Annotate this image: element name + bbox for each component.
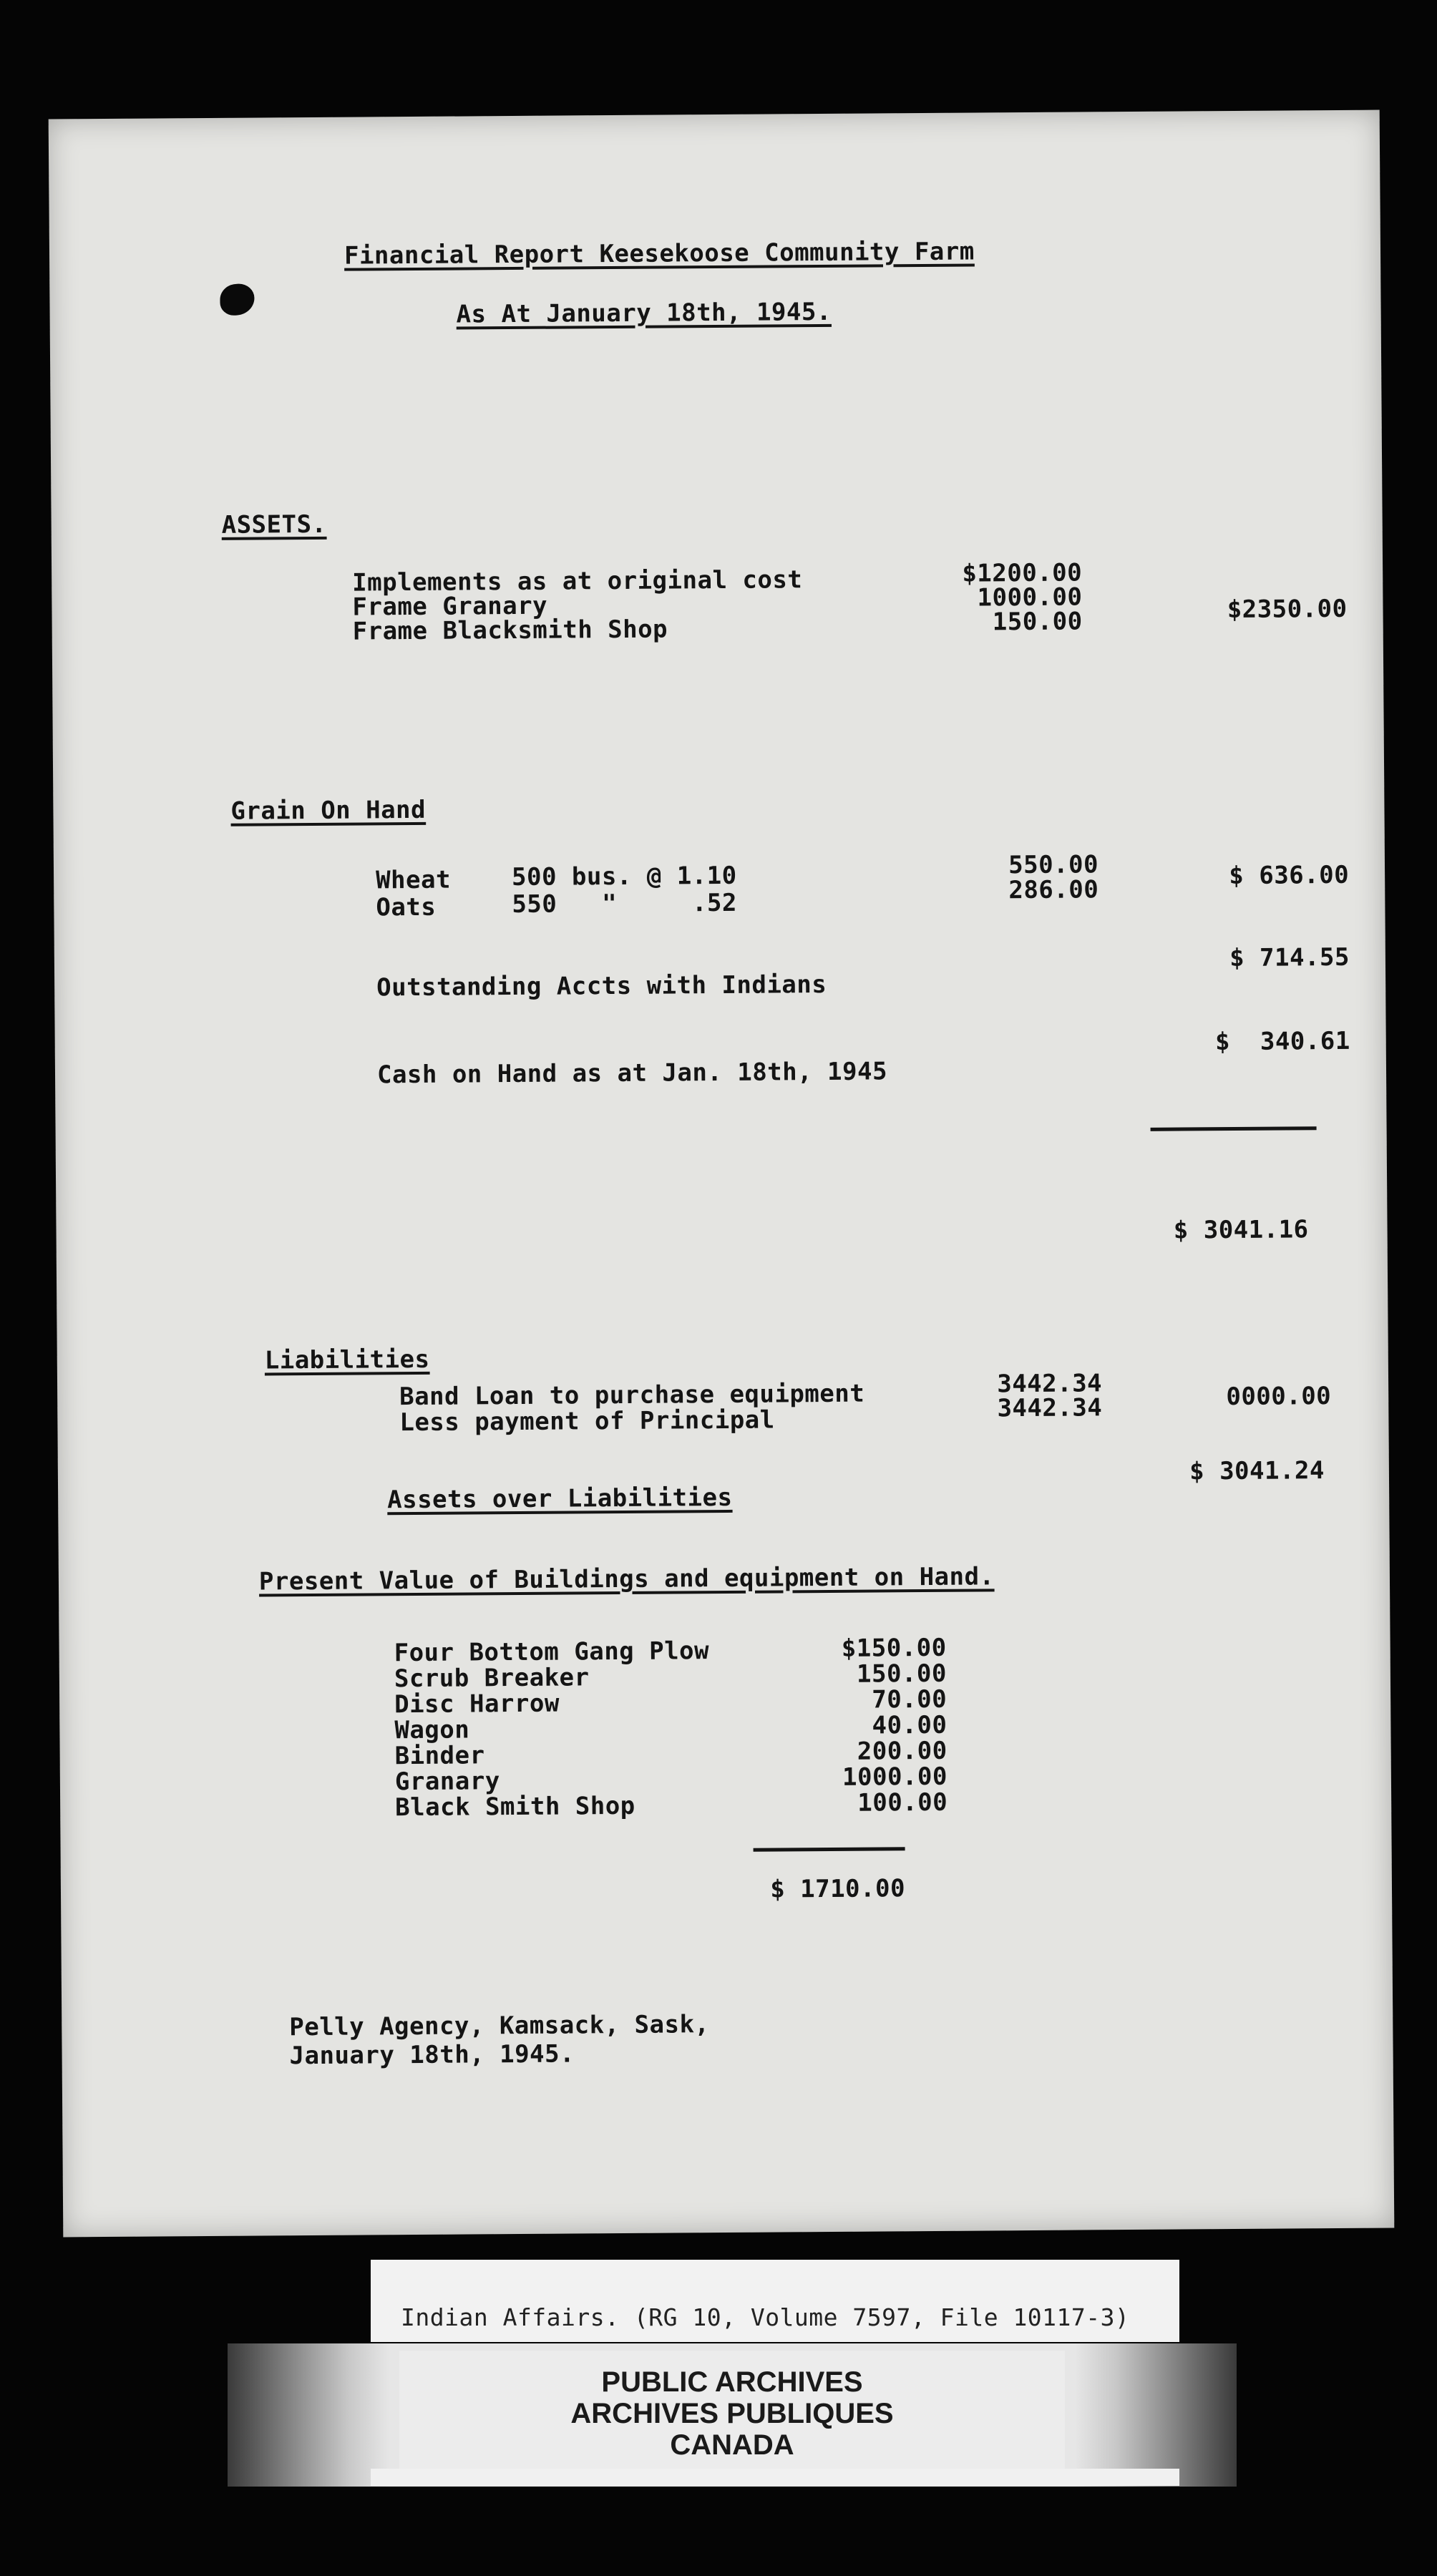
stamp-line: CANADA xyxy=(670,2429,794,2461)
grand-total: $ 3041.16 xyxy=(1173,1215,1309,1245)
grain-quantity: 500 bus. @ 1.10 xyxy=(511,861,737,892)
equipment-amount: 70.00 xyxy=(872,1684,948,1714)
equipment-amount: 100.00 xyxy=(857,1787,948,1818)
grain-amount: 286.00 xyxy=(1008,875,1099,905)
liabilities-net: 0000.00 xyxy=(1226,1382,1332,1412)
equipment-label: Wagon xyxy=(394,1715,470,1745)
cash-amount: $ 340.61 xyxy=(1214,1026,1350,1057)
punch-hole xyxy=(220,284,254,316)
asset-label: Frame Granary xyxy=(352,591,548,622)
equipment-label: Scrub Breaker xyxy=(394,1663,590,1694)
equipment-label: Granary xyxy=(394,1767,500,1797)
signoff-place: Pelly Agency, Kamsack, Sask, xyxy=(289,2010,710,2042)
signoff-date: January 18th, 1945. xyxy=(289,2039,575,2071)
liability-amount: 3442.34 xyxy=(997,1393,1103,1423)
equipment-total-rule xyxy=(754,1847,905,1851)
report-date: As At January 18th, 1945. xyxy=(456,297,832,329)
present-value-heading: Present Value of Buildings and equipment on Hand. xyxy=(258,1562,995,1596)
grain-heading: Grain On Hand xyxy=(230,795,427,826)
archive-reference-label xyxy=(371,2260,1179,2342)
equipment-label: Four Bottom Gang Plow xyxy=(394,1636,710,1668)
cash-label: Cash on Hand as at Jan. 18th, 1945 xyxy=(376,1057,888,1090)
report-title: Financial Report Keesekoose Community Farm xyxy=(344,237,975,270)
liability-label: Band Loan to purchase equipment xyxy=(399,1379,865,1412)
asset-label: Implements as at original cost xyxy=(352,565,803,597)
asset-label: Frame Blacksmith Shop xyxy=(352,615,668,646)
total-rule xyxy=(1151,1126,1317,1131)
stamp-panel xyxy=(399,2351,1065,2479)
grain-label: Oats xyxy=(376,892,437,922)
grain-amount: 550.00 xyxy=(1008,850,1099,880)
archive-reference: Indian Affairs. (RG 10, Volume 7597, File 10117-3) xyxy=(401,2303,1130,2331)
equipment-amount: 40.00 xyxy=(872,1710,948,1740)
stamp-line: ARCHIVES PUBLIQUES xyxy=(570,2398,894,2429)
outstanding-amount: $ 714.55 xyxy=(1229,942,1350,973)
assets-total: $2350.00 xyxy=(1227,594,1348,625)
asset-amount: 150.00 xyxy=(992,607,1083,637)
liability-label: Less payment of Principal xyxy=(399,1405,775,1438)
archive-stamp xyxy=(228,2343,1237,2487)
assets-heading: ASSETS. xyxy=(221,509,327,540)
assets-over-liabilities-amount: $ 3041.24 xyxy=(1189,1456,1325,1486)
liabilities-heading: Liabilities xyxy=(264,1345,430,1375)
equipment-amount: $150.00 xyxy=(841,1633,947,1663)
liability-amount: 3442.34 xyxy=(997,1369,1103,1399)
equipment-label: Black Smith Shop xyxy=(395,1791,635,1823)
asset-amount: $1200.00 xyxy=(962,558,1083,588)
asset-amount: 1000.00 xyxy=(977,582,1083,613)
equipment-label: Binder xyxy=(394,1741,485,1771)
grain-label: Wheat xyxy=(375,865,452,895)
equipment-total: $ 1710.00 xyxy=(770,1874,906,1904)
grain-quantity: 550 " .52 xyxy=(512,888,738,919)
equipment-amount: 1000.00 xyxy=(842,1762,948,1792)
stamp-line: PUBLIC ARCHIVES xyxy=(601,2366,863,2398)
equipment-label: Disc Harrow xyxy=(394,1689,560,1719)
outstanding-label: Outstanding Accts with Indians xyxy=(376,970,827,1002)
equipment-amount: 150.00 xyxy=(856,1659,948,1689)
grain-total: $ 636.00 xyxy=(1229,860,1350,891)
document-page xyxy=(49,110,1395,2238)
stamp-bottom-edge xyxy=(371,2469,1179,2486)
equipment-amount: 200.00 xyxy=(857,1736,948,1766)
assets-over-liabilities-label: Assets over Liabilities xyxy=(387,1483,733,1515)
